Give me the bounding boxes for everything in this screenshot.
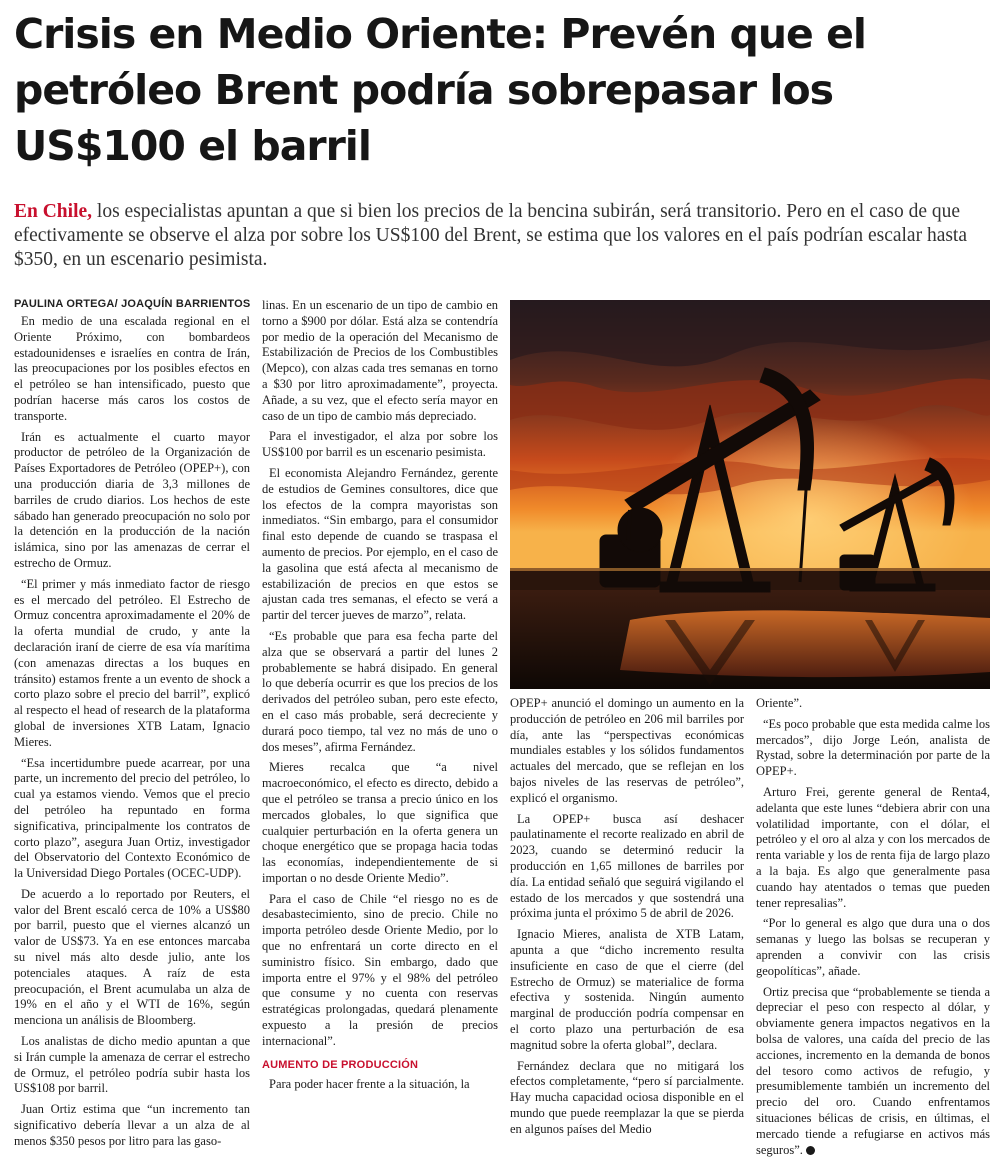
- paragraph: Para el investigador, el alza por sobre los US$100 por barril es un escenario pesimista.: [262, 429, 498, 460]
- paragraph: Ignacio Mieres, analista de XTB Latam, apunta a que “dicho incremento resulta insuficiente en caso de que el cierre (del Estrecho de Ormuz) se materialice de forma efectiva y sostenida. Ningún aumento marginal de producción podría compensar en el corto plazo una perturbación de esa magnitud sobre la oferta global”, declara.: [510, 927, 744, 1052]
- paragraph: Juan Ortiz estima que “un incremento tan significativo debería llevar a un alza de al menos $350 pesos por litro para las gaso-: [14, 1102, 250, 1148]
- subheading: AUMENTO DE PRODUCCIÓN: [262, 1058, 419, 1071]
- headline: Crisis en Medio Oriente: Prevén que el petróleo Brent podría sobrepasar los US$100 el barril: [14, 10, 866, 170]
- article-column-3: [510, 696, 744, 1162]
- end-of-article-icon: [806, 1146, 815, 1155]
- paragraph: Fernández declara que no mitigará los efectos completamente, “pero sí parcialmente. Hay mucha capacidad ociosa disponible en el mundo que puede reemplazar la que se pierda en algunos países del Medio: [510, 1058, 744, 1136]
- byline: PAULINA ORTEGA/ JOAQUÍN BARRIENTOS: [14, 298, 251, 310]
- photo-illustration: [510, 300, 990, 689]
- paragraph: La OPEP+ busca así deshacer paulatinamente el recorte realizado en abril de 2023, cuando se determinó reducir la producción en 1,65 millones de barriles por día. La entidad señaló que seguirá vigilando el estado de los mercados y que sostendrá una próxima junta el próximo 5 de abril de 2026.: [510, 811, 744, 921]
- paragraph: Para poder hacer frente a la situación, la: [269, 1077, 470, 1092]
- oil-pumpjack-sunset-photo: [510, 300, 990, 689]
- paragraph: Para el caso de Chile “el riesgo no es de desabastecimiento, sino de precio. Chile no importa petróleo desde Oriente Medio, por lo que no enfrentará un corte directo en el suministro físico. Sin embargo, dado que importa entre el 97% y el 98% del petróleo que consume y no cuenta con reservas estratégicas prolongadas, quedará plenamente expuesto a la presión de precios internacional”.: [262, 891, 498, 1048]
- paragraph: “Esa incertidumbre puede acarrear, por una parte, un incremento del precio del petróleo, lo cual ya estamos viendo. Vemos que el precio del petróleo ha repuntado en forma significativa, principalmente los contratos de corto plazo”, asegura Juan Ortiz, investigador del Observatorio del Contexto Económico de la Universidad Diego Portales (OCEC-UDP).: [14, 755, 250, 881]
- paragraph: En medio de una escalada regional en el Oriente Próximo, con bombardeos estadounidenses e israelíes en contra de Irán, las preocupaciones por los posibles efectos en el petróleo se han intensificado, puesto que podrían hacerse más caros los costos de transporte.: [14, 314, 250, 423]
- paragraph: “El primer y más inmediato factor de riesgo es el mercado del petróleo. El Estrecho de Ormuz concentra aproximadamente el 20% de la oferta mundial de crudo, y ante la declaración iraní de cierre de esa vía marítima (con amenazas directas a los buques en tránsito) estamos frente a un evento de shock a corto plazo sobre el precio del barril”, explicó al respecto el head of research de la plataforma global de inversiones XTB Latam, Ignacio Mieres.: [14, 576, 250, 749]
- paragraph: De acuerdo a lo reportado por Reuters, el valor del Brent escaló cerca de 10% a US$80 por barril, puesto que el viernes alcanzó un valor de US$73. Ya en ese entonces marcaba su nivel más alto desde julio, ante los potenciales ataques. A raíz de esta preocupación, el Brent acumulaba un alza de 19% en el año y el WTI de 16%, según menciona un análisis de Bloomberg.: [14, 886, 250, 1028]
- paragraph: El economista Alejandro Fernández, gerente de estudios de Gemines consultores, dice que los efectos de la compra mayoristas son inmediatos. “Sin embargo, para el consumidor final esto depende de cuando se traspasa el aumento de precios. Por ejemplo, en el caso de la gasolina que está afecta al mecanismo de estabilización de precios en que estos se ajustan cada tres semanas, el efecto se verá a partir del tercer jueves de marzo”, relata.: [262, 465, 498, 623]
- paragraph: “Es poco probable que esta medida calme los mercados”, dijo Jorge León, analista de Rystad, sobre la determinación por parte de la OPEP+.: [756, 716, 990, 779]
- paragraph: [756, 985, 990, 1159]
- article-column-4: [756, 696, 990, 1162]
- final-paragraph-text: Ortiz precisa que “probablemente se tienda a depreciar el peso con respecto al dólar, y obviamente genera impactos negativos en la bolsa de valores, una caída del precio de las acciones, incremento en la demanda de bonos del tesoro como activos de refugio, y presumiblemente también un incremento del precio del oro. Cuando enfrentamos situaciones bélicas de crisis, en últimas, el mercado tiende a refugiarse en activos más seguros”.: [756, 984, 990, 1157]
- paragraph: Irán es actualmente el cuarto mayor productor de petróleo de la Organización de Países Exportadores de Petróleo (OPEP+), con una producción diaria de 3,3 millones de barriles de crudo diarios. Los hechos de este sábado han generado preocupación no solo por la detención en la producción de la nación islámica, sino por las amenazas de cerrar el estrecho de Ormuz.: [14, 429, 250, 570]
- paragraph: Los analistas de dicho medio apuntan a que si Irán cumple la amenaza de cerrar el estrecho de Ormuz, el petróleo podría subir hasta los US$108 por barril.: [14, 1034, 250, 1096]
- lead-kicker: En Chile,: [14, 201, 93, 222]
- paragraph: Mieres recalca que “a nivel macroeconómico, el efecto es directo, debido a que el petróleo se transa a precio único en los mercados globales, lo que significa que cualquier perturbación en la oferta genera un choque energético que se propaga hacia todas las economías, independientemente de si importan o no desde Oriente Medio”.: [262, 760, 498, 885]
- paragraph: Arturo Frei, gerente general de Renta4, adelanta que este lunes “debiera abrir con una volatilidad importante, con el dólar, el petróleo y el oro al alza y con los mercados de renta variable y los de renta fija de largo plazo a la baja. Es algo que generalmente pasa cuando hay atentados o temas que pueden tener represalias”.: [756, 784, 990, 910]
- lead-text: los especialistas apuntan a que si bien los precios de la bencina subirán, será transitorio. Pero en el caso de que efectivamente se observe el alza por sobre los US$100 del Brent, se estima que los valores en el país podrían escalar hasta $350, en un escenario pesimista.: [14, 201, 968, 270]
- paragraph: linas. En un escenario de un tipo de cambio en torno a $900 por dólar. Está alza se contendría por medio de la operación del Mecanismo de Estabilización de Precios de los Combustibles (Mepco), con alzas cada tres semanas en torno a $30 por litro aproximadamente”, proyecta. Añade, a su vez, que el efecto sería mayor en caso de un tipo de cambio más depreciado.: [262, 298, 498, 423]
- paragraph: “Es probable que para esa fecha parte del alza que se observará a partir del lunes 2 probablemente se habrá disipado. En general lo que debería ocurrir es que los precios de los derivados del petróleo suban, pero este efecto, en el caso más probable, será decreciente y durará poco tiempo, tal vez no más de uno o dos meses”, afirma Fernández.: [262, 628, 498, 754]
- lead-paragraph: [14, 200, 989, 272]
- paragraph: Oriente”.: [756, 696, 803, 710]
- paragraph: OPEP+ anunció el domingo un aumento en la producción de petróleo en 206 mil barriles por día, ante las “perspectivas económicas mundiales estables y los sólidos fundamentos actuales del mercado, que se reflejan en los bajos niveles de las reservas de petróleo”, explicó el organismo.: [510, 696, 744, 805]
- article-column-2: [262, 298, 498, 1162]
- paragraph: “Por lo general es algo que dura una o dos semanas y luego las bolsas se recuperan y aprenden a convivir con las crisis geopolíticas”, añade.: [756, 916, 990, 978]
- article-column-1: [14, 314, 250, 1162]
